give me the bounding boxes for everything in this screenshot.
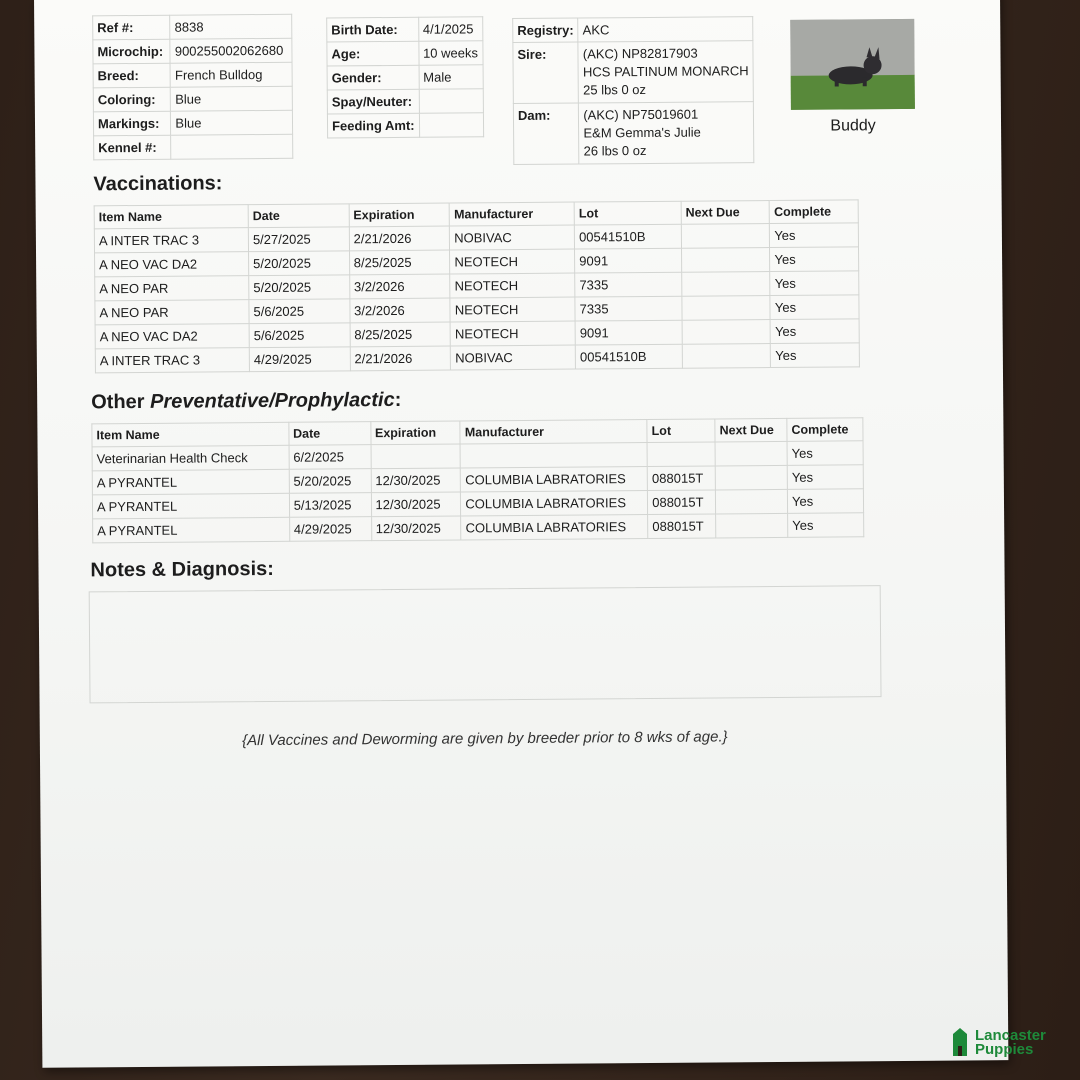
table-cell (715, 441, 787, 466)
detail-value (419, 113, 483, 138)
column-header: Lot (574, 201, 681, 225)
table-cell (682, 344, 771, 369)
table-cell: A NEO PAR (95, 300, 249, 325)
table-cell: 9091 (575, 248, 682, 273)
puppy-photo-image (790, 19, 915, 110)
info-value: Blue (171, 86, 293, 111)
column-header: Item Name (94, 205, 248, 229)
notes-heading: Notes & Diagnosis: (90, 557, 274, 582)
table-cell: Veterinarian Health Check (92, 445, 289, 471)
table-cell (681, 248, 770, 273)
dam-weight: 26 lbs 0 oz (583, 142, 647, 159)
logo-icon (950, 1028, 970, 1058)
table-cell: 088015T (647, 466, 715, 491)
detail-label: Spay/Neuter: (327, 89, 419, 114)
table-cell (682, 296, 771, 321)
registry-value: AKC (578, 17, 753, 42)
table-cell: A PYRANTEL (92, 469, 289, 495)
info-value: French Bulldog (170, 62, 292, 87)
table-cell: Yes (788, 513, 864, 538)
table-cell (681, 224, 770, 249)
table-cell (371, 444, 461, 469)
info-row (93, 86, 292, 112)
detail-row (327, 89, 483, 114)
dam-registration: (AKC) NP75019601 (583, 106, 699, 123)
table-cell (716, 489, 788, 514)
dam-info (579, 102, 754, 164)
table-cell: Yes (771, 343, 860, 368)
table-cell: 5/6/2025 (249, 299, 350, 324)
info-row (94, 134, 293, 160)
dam-name: E&M Gemma's Julie (583, 124, 701, 141)
info-value (171, 134, 293, 159)
table-cell (715, 465, 787, 490)
table-cell (716, 513, 788, 538)
table-cell: NEOTECH (450, 321, 575, 346)
info-row (93, 110, 292, 136)
table-cell: 5/27/2025 (248, 227, 349, 252)
health-record-sheet (34, 0, 1008, 1068)
table-cell: Yes (787, 465, 863, 490)
logo-line-2: Puppies (975, 1041, 1034, 1058)
table-cell: 00541510B (575, 344, 682, 369)
preventative-heading (91, 389, 401, 414)
table-cell: A NEO VAC DA2 (95, 252, 249, 277)
vaccinations-table (94, 199, 860, 373)
puppy-photo (790, 19, 915, 110)
preventative-heading-italic: Preventative/Prophylactic (150, 388, 395, 413)
table-cell: COLUMBIA LABRATORIES (461, 466, 648, 491)
column-header: Date (289, 422, 371, 446)
table-cell: 5/20/2025 (249, 275, 350, 300)
table-cell: 3/2/2026 (349, 274, 450, 299)
sire-registration: (AKC) NP82817903 (582, 45, 698, 62)
table-cell: 7335 (575, 272, 682, 297)
table-cell: Yes (770, 247, 859, 272)
table-cell: A PYRANTEL (92, 493, 289, 519)
table-row (93, 513, 864, 543)
column-header: Date (248, 204, 349, 228)
table-cell: 6/2/2025 (289, 445, 371, 470)
sire-label: Sire: (513, 42, 579, 104)
detail-row (327, 41, 483, 66)
table-cell: 088015T (648, 490, 716, 515)
table-cell: Yes (787, 441, 863, 466)
detail-value: Male (419, 65, 483, 90)
table-cell: 5/13/2025 (289, 493, 371, 518)
table-cell: A NEO VAC DA2 (95, 324, 249, 349)
table-cell: A NEO PAR (95, 276, 249, 301)
puppy-details-table (326, 16, 483, 138)
info-label: Breed: (93, 63, 171, 88)
column-header: Next Due (715, 418, 787, 442)
table-cell: NEOTECH (450, 273, 575, 298)
preventative-table (91, 417, 864, 543)
table-cell (647, 442, 715, 467)
sire-info (578, 41, 753, 103)
registry-label: Registry: (513, 18, 579, 43)
info-value: 900255002062680 (170, 38, 292, 63)
table-cell: 12/30/2025 (371, 468, 461, 493)
lancaster-puppies-logo (950, 1028, 1046, 1058)
sire-name: HCS PALTINUM MONARCH (582, 63, 749, 80)
detail-label: Age: (327, 41, 419, 66)
table-cell (682, 320, 771, 345)
puppy-info-table (92, 14, 293, 161)
table-cell: 088015T (648, 514, 716, 539)
info-label: Coloring: (93, 87, 171, 112)
table-cell: COLUMBIA LABRATORIES (461, 490, 648, 515)
detail-value: 10 weeks (418, 41, 482, 66)
detail-label: Feeding Amt: (327, 113, 419, 138)
table-cell (682, 272, 771, 297)
column-header: Manufacturer (460, 419, 647, 443)
table-cell: A INTER TRAC 3 (94, 228, 248, 253)
table-cell: 2/21/2026 (350, 346, 451, 371)
table-cell: 8/25/2025 (349, 250, 450, 275)
column-header: Next Due (681, 201, 770, 225)
table-cell: A PYRANTEL (93, 517, 290, 543)
table-cell: NOBIVAC (450, 225, 575, 250)
table-cell: 8/25/2025 (350, 322, 451, 347)
info-row (93, 62, 292, 88)
info-label: Microchip: (93, 39, 171, 64)
info-label: Kennel #: (94, 135, 172, 160)
detail-label: Birth Date: (327, 17, 419, 42)
column-header: Expiration (349, 203, 450, 227)
detail-row (327, 65, 483, 90)
column-header: Complete (770, 200, 859, 224)
table-cell: NEOTECH (450, 297, 575, 322)
detail-value (419, 89, 483, 114)
puppy-name: Buddy (830, 117, 876, 135)
column-header: Expiration (370, 421, 460, 445)
table-row (95, 343, 859, 373)
detail-label: Gender: (327, 65, 419, 90)
info-row (93, 14, 292, 40)
info-label: Markings: (93, 111, 171, 136)
column-header: Item Name (92, 422, 289, 447)
info-value: Blue (171, 110, 293, 135)
column-header: Complete (787, 418, 863, 442)
table-cell: 5/20/2025 (289, 469, 371, 494)
table-cell: 5/6/2025 (249, 323, 350, 348)
table-cell: Yes (770, 295, 859, 320)
registry-table (512, 16, 754, 165)
table-cell: Yes (770, 319, 859, 344)
logo-text (975, 1029, 1046, 1057)
table-cell: 4/29/2025 (289, 517, 371, 542)
table-cell: Yes (770, 223, 859, 248)
logo-line-1: Lancaster (975, 1027, 1046, 1044)
table-cell: 9091 (575, 320, 682, 345)
column-header: Lot (647, 419, 715, 443)
table-cell: Yes (770, 271, 859, 296)
table-cell: 5/20/2025 (249, 251, 350, 276)
table-cell: A INTER TRAC 3 (95, 348, 249, 373)
table-cell: 12/30/2025 (371, 516, 461, 541)
table-cell: 12/30/2025 (371, 492, 461, 517)
table-cell: 00541510B (574, 224, 681, 249)
info-label: Ref #: (93, 15, 171, 40)
table-cell: Yes (787, 489, 863, 514)
detail-value: 4/1/2025 (418, 17, 482, 42)
notes-box (89, 585, 882, 703)
footnote: {All Vaccines and Deworming are given by breeder prior to 8 wks of age.} (242, 728, 728, 750)
info-value: 8838 (170, 14, 292, 39)
vaccinations-heading: Vaccinations: (93, 172, 223, 196)
table-cell: 3/2/2026 (350, 298, 451, 323)
detail-row (327, 113, 483, 138)
table-cell: COLUMBIA LABRATORIES (461, 514, 648, 539)
table-cell: NOBIVAC (451, 345, 576, 370)
detail-row (327, 17, 483, 42)
table-cell: 7335 (575, 296, 682, 321)
dam-label: Dam: (513, 103, 579, 165)
table-cell: 4/29/2025 (249, 347, 350, 372)
sire-weight: 25 lbs 0 oz (583, 81, 647, 98)
column-header: Manufacturer (449, 202, 574, 226)
table-cell: 2/21/2026 (349, 226, 450, 251)
preventative-heading-colon: : (394, 388, 402, 411)
table-cell: NEOTECH (450, 249, 575, 274)
table-cell (460, 442, 647, 467)
info-row (93, 38, 292, 64)
preventative-heading-text: Other (91, 390, 151, 414)
